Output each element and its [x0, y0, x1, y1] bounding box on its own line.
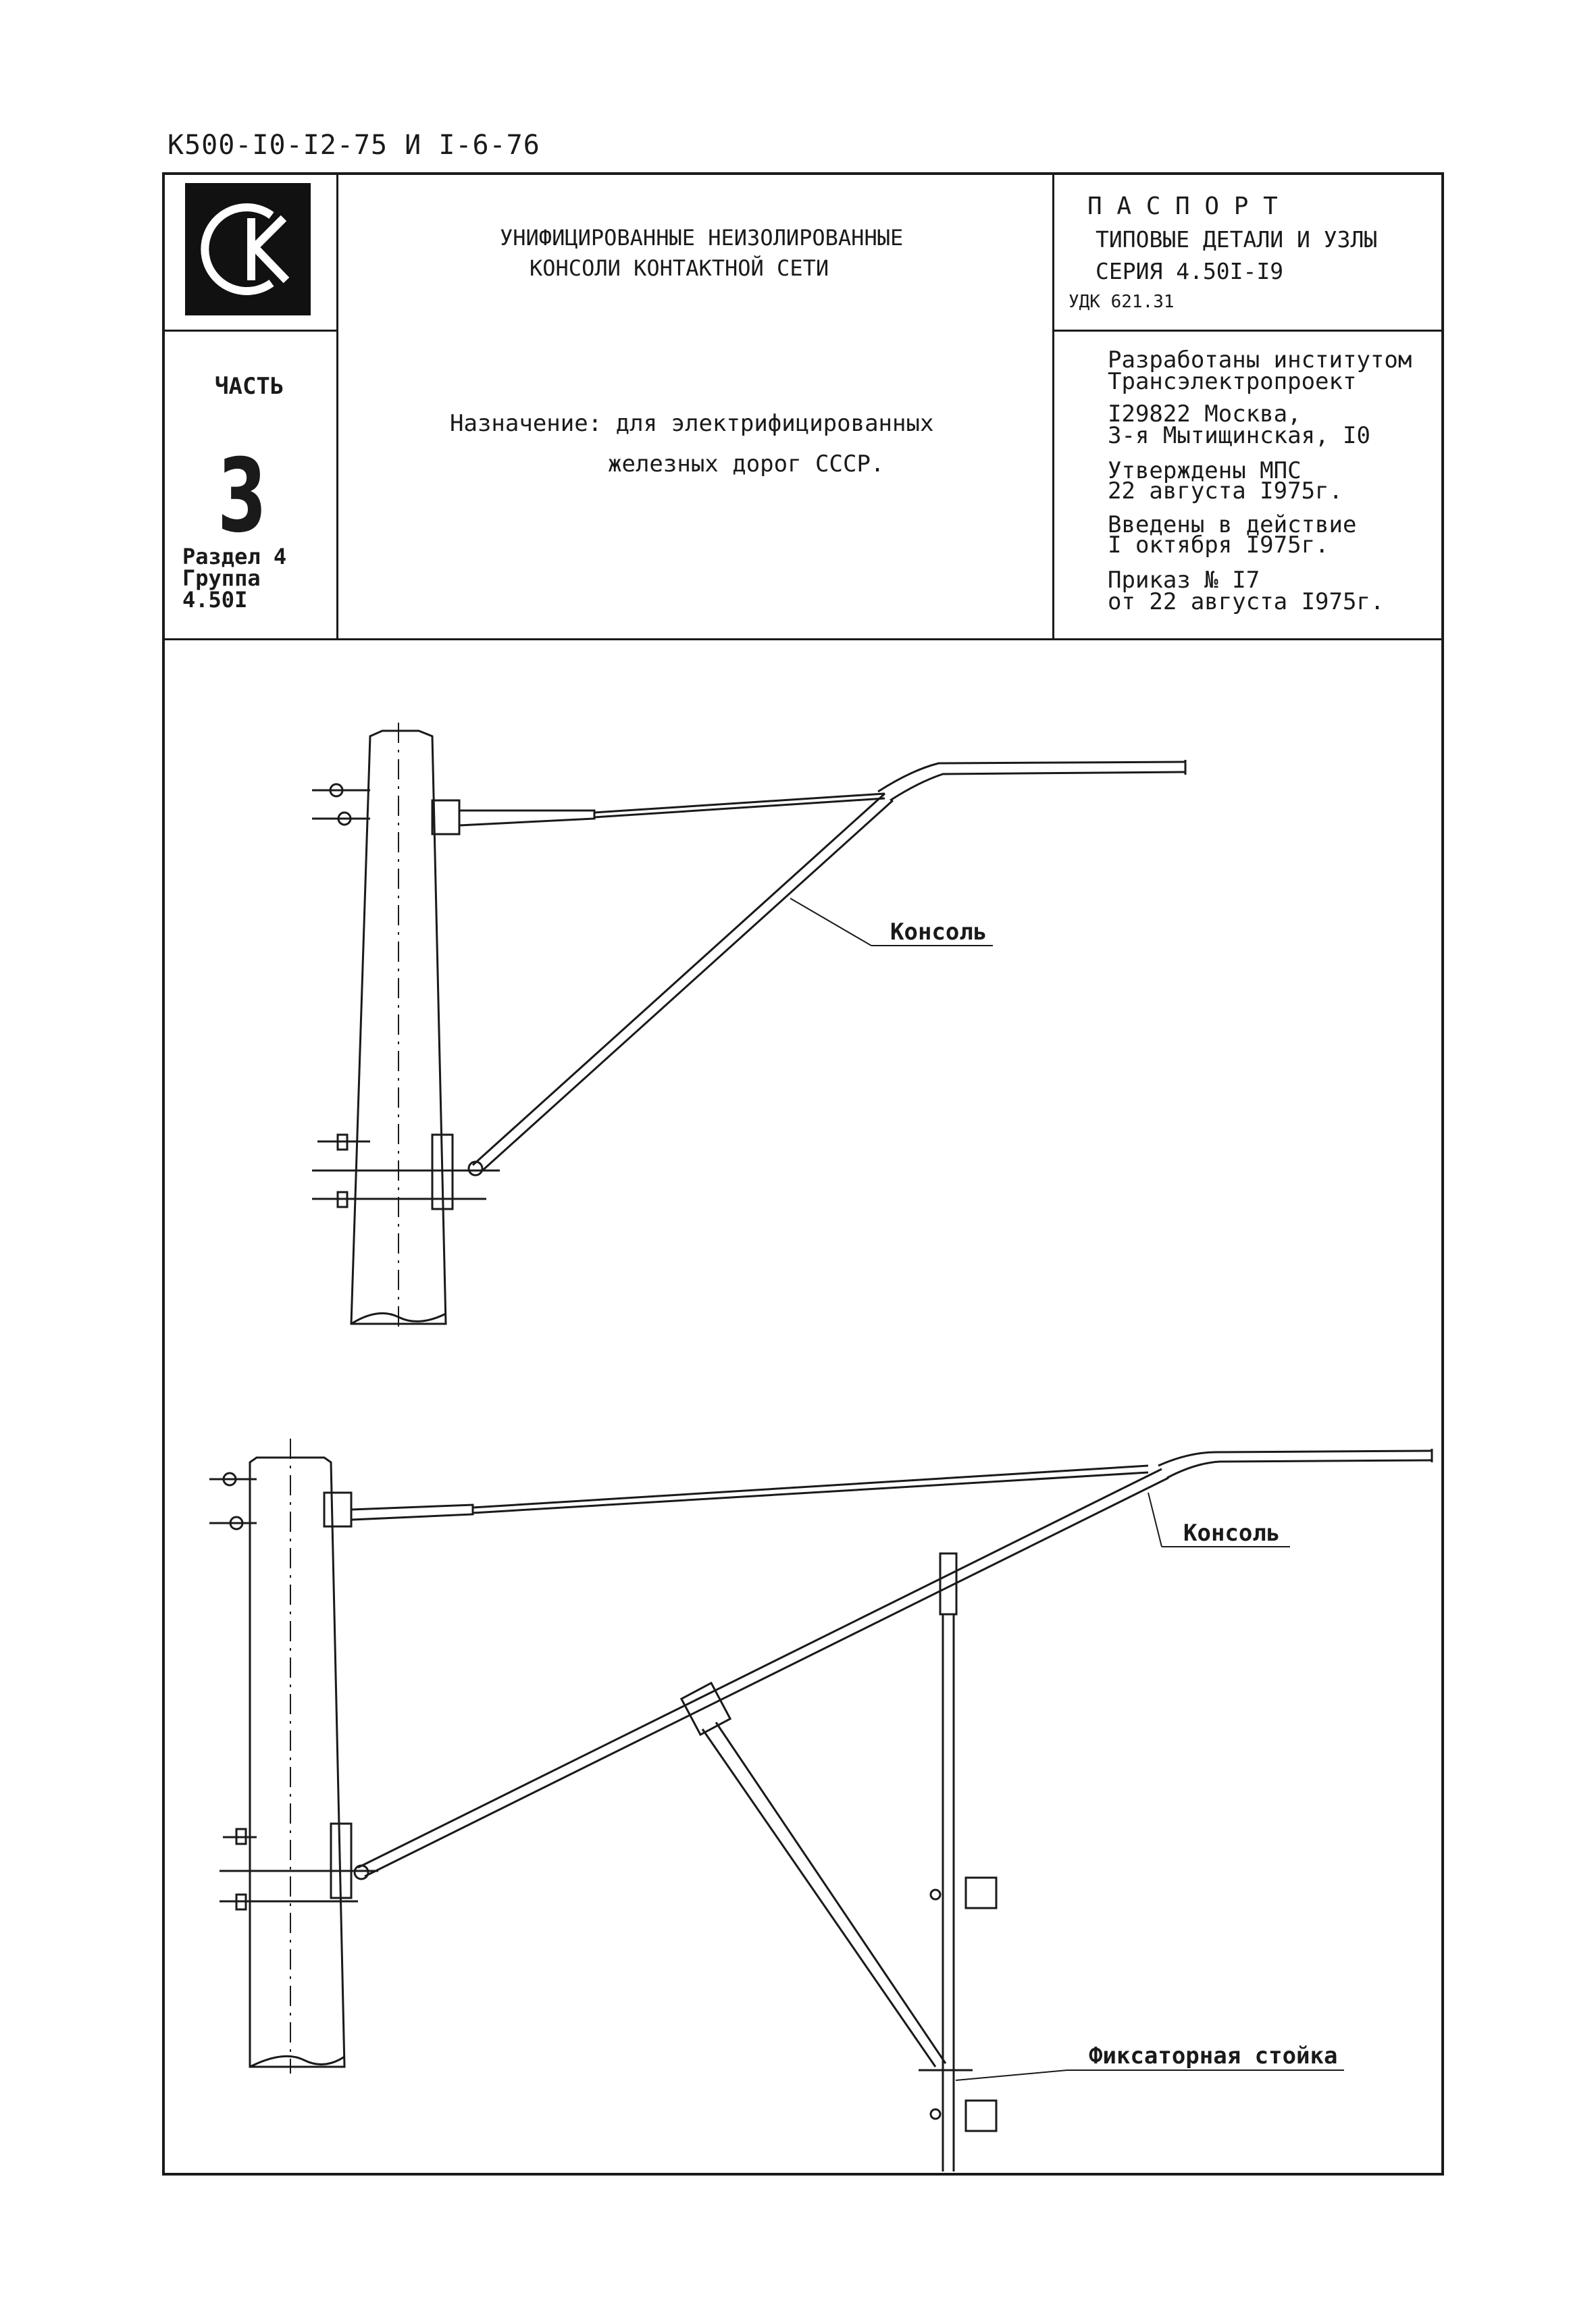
effective-label: Введены в действие — [1108, 511, 1357, 538]
right-column-divider — [1052, 172, 1054, 638]
purpose-line-1: Назначение: для электрифицированных — [450, 410, 934, 437]
title-line-1: УНИФИЦИРОВАННЫЕ НЕИЗОЛИРОВАННЫЕ — [500, 225, 904, 251]
address-line-1: I29822 Москва, — [1108, 401, 1302, 428]
technical-drawing — [165, 638, 1441, 2171]
effective-date: I октября I975г. — [1108, 532, 1329, 559]
developed-by: Разработаны институтом — [1108, 346, 1412, 374]
group-number: 4.50I — [182, 587, 248, 613]
lower-console-strut — [355, 1469, 1168, 1879]
institute-name: Трансэлектропроект — [1108, 368, 1357, 395]
upper-console-strut — [469, 794, 893, 1175]
lower-console-end — [1158, 1449, 1432, 1478]
passport-series: СЕРИЯ 4.50I-I9 — [1096, 258, 1284, 284]
upper-tie-rod — [459, 794, 885, 825]
passport-subtitle: ТИПОВЫЕ ДЕТАЛИ И УЗЛЫ — [1096, 226, 1378, 253]
order-date: от 22 августа I975г. — [1108, 588, 1385, 615]
group-label: Группа — [182, 565, 261, 591]
callout-leader-3 — [956, 2070, 1067, 2080]
document-code: К500-I0-I2-75 И I-6-76 — [168, 130, 540, 161]
upper-console-end — [878, 760, 1185, 800]
diagonal-brace — [681, 1683, 946, 2067]
callout-leader-1 — [790, 898, 871, 946]
approved-label: Утверждены МПС — [1108, 457, 1302, 484]
section-label: Раздел 4 — [182, 544, 287, 569]
console-callout-lower: Консоль — [1183, 1520, 1281, 1547]
logo-divider — [162, 330, 336, 332]
part-number: 3 — [217, 438, 267, 555]
order-label: Приказ № I7 — [1108, 567, 1260, 594]
approved-date: 22 августа I975г. — [1108, 478, 1343, 505]
purpose-line-2: железных дорог СССР. — [608, 451, 885, 478]
passport-title: П А С П О Р Т — [1087, 192, 1278, 220]
lower-tie-rod — [351, 1466, 1148, 1520]
console-callout-upper: Консоль — [890, 919, 987, 946]
lower-pole — [250, 1439, 344, 2074]
address-line-2: 3-я Мытищинская, I0 — [1108, 422, 1370, 449]
callout-leader-2 — [1148, 1493, 1162, 1547]
udk-code: УДК 621.31 — [1069, 292, 1175, 312]
fixator-post-callout: Фиксаторная стойка — [1089, 2042, 1338, 2069]
fixator-post — [919, 1553, 996, 2171]
part-label: ЧАСТЬ — [215, 373, 284, 400]
passport-divider — [1052, 330, 1444, 332]
ck-logo — [185, 183, 311, 315]
title-line-2: КОНСОЛИ КОНТАКТНОЙ СЕТИ — [530, 255, 829, 281]
left-column-divider — [336, 172, 338, 638]
